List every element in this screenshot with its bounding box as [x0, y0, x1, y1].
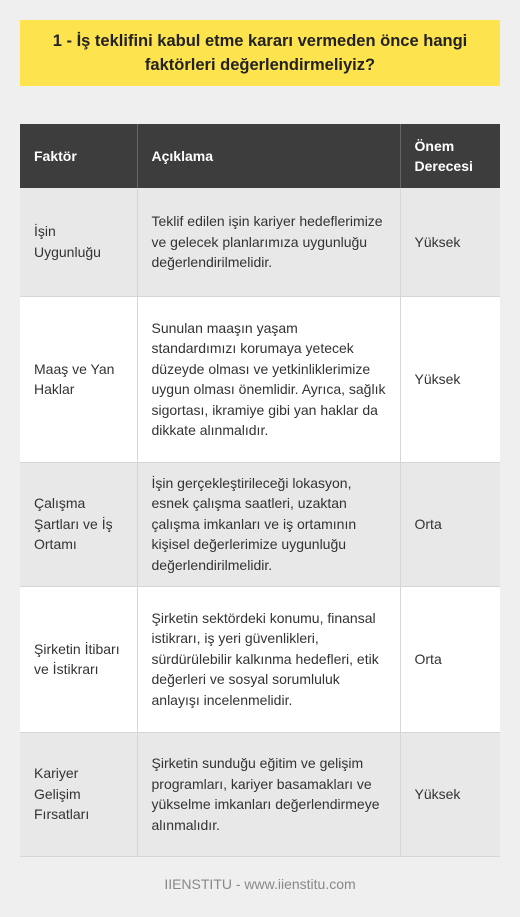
table-row: [20, 732, 500, 856]
description-cell: Teklif edilen işin kariyer hedeflerimize ve gelecek planlarımıza uygunluğu değerlendirilmelidir.: [137, 188, 400, 296]
description-cell: Şirketin sunduğu eğitim ve gelişim programları, kariyer basamakları ve yükselme imkanları değerlendirmeye alınmalıdır.: [137, 732, 400, 856]
page-title: 1 - İş teklifini kabul etme kararı vermeden önce hangi faktörleri değerlendirmeliyiz?: [20, 20, 500, 86]
table-row: [20, 586, 500, 732]
table-row: [20, 462, 500, 586]
importance-cell: Orta: [400, 462, 500, 586]
factor-cell: Şirketin İtibarı ve İstikrarı: [20, 586, 137, 732]
factor-cell: Maaş ve Yan Haklar: [20, 296, 137, 462]
column-header-factor: Faktör: [20, 124, 137, 188]
table-row: [20, 296, 500, 462]
description-cell: Şirketin sektördeki konumu, finansal istikrarı, iş yeri güvenlikleri, sürdürülebilir kalkınma hedefleri, etik değerleri ve sosyal sorumluluk anlayışı incelenmelidir.: [137, 586, 400, 732]
table-row: [20, 188, 500, 296]
importance-cell: Yüksek: [400, 188, 500, 296]
factor-cell: İşin Uygunluğu: [20, 188, 137, 296]
importance-cell: Yüksek: [400, 296, 500, 462]
factors-table: [20, 124, 500, 857]
table-header-row: [20, 124, 500, 188]
importance-cell: Yüksek: [400, 732, 500, 856]
description-cell: Sunulan maaşın yaşam standardımızı korumaya yetecek düzeyde olması ve yetkinliklerimize uygun olması önemlidir. Ayrıca, sağlık sigortası, ikramiye gibi yan haklar da dikkate alınmalıdır.: [137, 296, 400, 462]
column-header-importance: Önem Derecesi: [400, 124, 500, 188]
description-cell: İşin gerçekleştirileceği lokasyon, esnek çalışma saatleri, uzaktan çalışma imkanları ve iş ortamının kişisel değerlerimize uygunluğu değerlendirilmelidir.: [137, 462, 400, 586]
column-header-description: Açıklama: [137, 124, 400, 188]
factor-cell: Çalışma Şartları ve İş Ortamı: [20, 462, 137, 586]
importance-cell: Orta: [400, 586, 500, 732]
footer-credit: IIENSTITU - www.iienstitu.com: [164, 876, 356, 892]
factor-cell: Kariyer Gelişim Fırsatları: [20, 732, 137, 856]
